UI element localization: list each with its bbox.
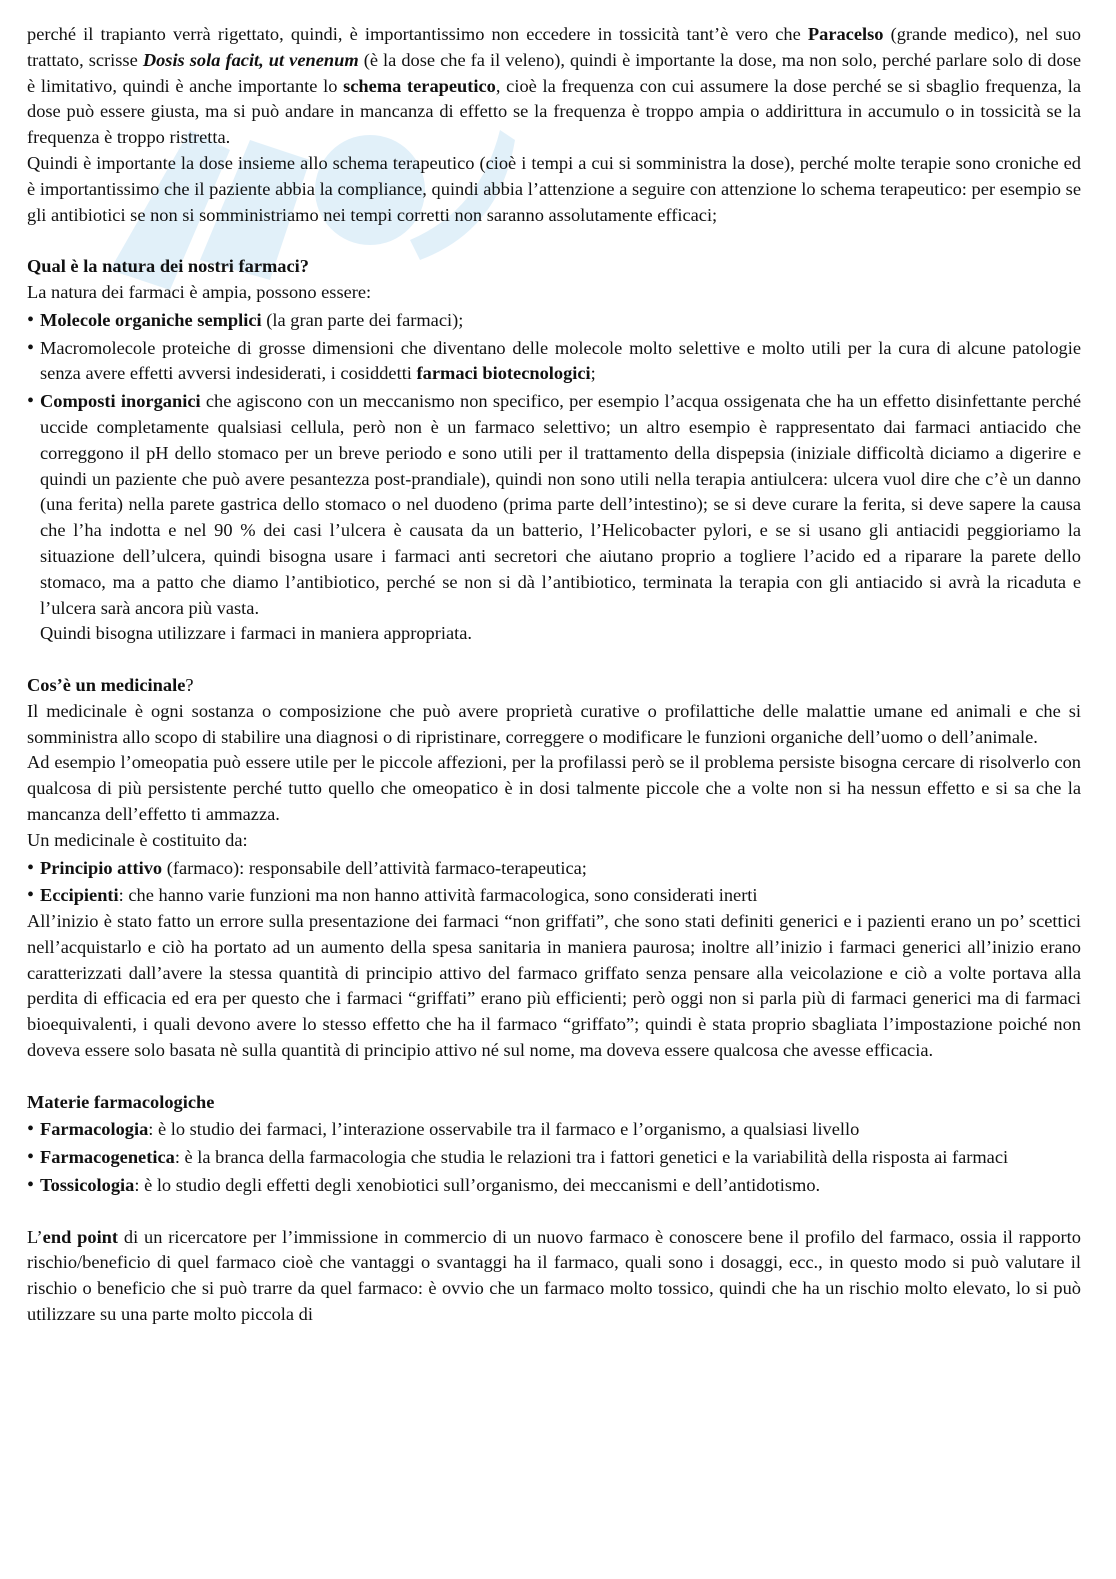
medicinale-paragraph-2: Ad esempio l’omeopatia può essere utile per le piccole affezioni, per la profilassi però se il problema persiste bisogna cercare di risolverlo con qualcosa di più persistente perché tutto quello che omeopatico è in dosi talmente piccole che a volte non si ha nessun effetto e si sa che la mancanza dell’effetto ti ammazza. xyxy=(27,752,1081,824)
list-item: • Molecole organiche semplici (la gran parte dei farmaci); xyxy=(27,308,1081,334)
list-item: • Macromolecole proteiche di grosse dimensioni che diventano delle molecole molto selettive e molto utili per la cura di alcune patologie senza avere effetti avversi indesiderati, i cosiddetti farmaci biotecnologici; xyxy=(27,336,1081,388)
list-item: • Farmacogenetica: è la branca della farmacologia che studia le relazioni tra i fattori genetici e la variabilità della risposta ai farmaci xyxy=(27,1145,1081,1171)
section-heading-natura: Qual è la natura dei nostri farmaci? xyxy=(27,256,309,277)
list-item: • Tossicologia: è lo studio degli effetti degli xenobiotici sull’organismo, dei meccanismi e dell’antidotismo. xyxy=(27,1173,1081,1199)
medicinale-paragraph-3: Un medicinale è costituito da: xyxy=(27,829,248,850)
list-item: • Farmacologia: è lo studio dei farmaci, l’interazione osservabile tra il farmaco e l’organismo, a qualsiasi livello xyxy=(27,1117,1081,1143)
section-heading-medicinale: Cos’è un medicinale? xyxy=(27,674,194,695)
intro-paragraph-2: Quindi è importante la dose insieme allo schema terapeutico (cioè i tempi a cui si somministra la dose), perché molte terapie sono croniche ed è importantissimo che il paziente abbia la compliance, quindi abbia l’attenzione a seguire con attenzione lo schema terapeutico: per esempio se gli antibiotici se non si somministriamo nei tempi corretti non saranno assolutamente efficaci; xyxy=(27,152,1081,225)
medicinale-paragraph-1: Il medicinale è ogni sostanza o composizione che può avere proprietà curative o profilattiche delle malattie umane ed animali e che si somministra allo scopo di stabilire una diagnosi o di ripristinare, correggere o modificare le funzioni organiche dell’uomo o dell’animale. xyxy=(27,700,1081,747)
intro-paragraph-1: perché il trapianto verrà rigettato, quindi, è importantissimo non eccedere in tossicità tant’è vero che Paracelso (grande medico), nel suo trattato, scrisse Dosis sola facit, ut venenum (è la dose che fa il veleno), quindi è importante la dose, ma non solo, perché parlare solo di dose è limitativo, quindi è anche importante lo schema terapeutico, cioè la frequenza con cui assumere la dose perché se si sbaglio frequenza, la dose può essere giusta, ma si può andare in mancanza di effetto se la frequenza è troppo ampia o addirittura in accumulo o in tossicità se la frequenza è troppo ristretta. xyxy=(27,24,1082,148)
natura-closing: Quindi bisogna utilizzare i farmaci in maniera appropriata. xyxy=(40,623,473,644)
document-page xyxy=(27,22,1081,1328)
section-heading-materie: Materie farmacologiche xyxy=(27,1091,215,1112)
medicinale-list xyxy=(27,856,1081,910)
list-item: • Principio attivo (farmaco): responsabile dell’attività farmaco-terapeutica; xyxy=(27,856,1081,882)
endpoint-paragraph: L’end point di un ricercatore per l’immissione in commercio di un nuovo farmaco è conoscere bene il profilo del farmaco, ossia il rapporto rischio/beneficio di quel farmaco cioè che vantaggi o svantaggi ha il farmaco, quali sono i dosaggi, ecc., in questo modo si può valutare il rischio o beneficio che si può trarre da quel farmaco: è ovvio che un farmaco molto tossico, quindi che ha un rischio molto elevato, lo si può utilizzare su una parte molto piccola di xyxy=(27,1226,1081,1325)
materie-list xyxy=(27,1117,1081,1198)
medicinale-paragraph-4: All’inizio è stato fatto un errore sulla presentazione dei farmaci “non griffati”, che sono stati definiti generici e i pazienti erano un po’ scettici nell’acquistarlo e ciò ha portato ad un aumento della spesa sanitaria in maniera paurosa; inoltre all’inizio i farmaci generici all’inizio erano caratterizzati dall’avere la stessa quantità di principio attivo del farmaco griffato senza pensare alla veicolazione e ciò a volte portava alla perdita di efficacia ed era per questo che i farmaci “griffati” erano più efficienti; però oggi non si parla più di farmaci generici ma di farmaci bioequivalenti, i quali devono avere lo stesso effetto che ha il farmaco “griffato”; quindi è stata proprio sbagliata l’impostazione poiché non doveva essere solo basata nè sulla quantità di principio attivo né sul nome, ma doveva essere qualcosa che avesse efficacia. xyxy=(27,911,1081,1061)
natura-list xyxy=(27,308,1081,622)
natura-lead: La natura dei farmaci è ampia, possono essere: xyxy=(27,281,372,302)
list-item: • Composti inorganici che agiscono con un meccanismo non specifico, per esempio l’acqua ossigenata che ha un effetto disinfettante perché uccide completamente qualsiasi cellula, però non è un farmaco selettivo; un altro esempio è rappresentato dai farmaci antiacido che correggono il pH dello stomaco per un breve periodo e sono utili per il trattamento della dispepsia (iniziale difficoltà diciamo a digerire e quindi un paziente che può avere pesantezza post-prandiale), quindi non sono utili nella terapia antiulcera: ulcera vuol dire che c’è un danno (una ferita) nella parete gastrica dello stomaco o nel duodeno (prima parte dell’intestino); se si deve curare la ferita, si deve sapere la causa che l’ha indotta e nel 90 % dei casi l’ulcera è causata da un batterio, l’Helicobacter pylori, e se si usano gli antiacidi peggioriamo la situazione dell’ulcera, quindi bisogna usare i farmaci anti secretori che aiutano proprio a togliere l’acido ed a riparare la parete dello stomaco, ma a patto che diamo l’antibiotico, perché se non si dà l’antibiotico, terminata la terapia con gli antiacido si avrà la ricaduta e l’ulcera sarà ancora più vasta. xyxy=(27,389,1081,621)
list-item: • Eccipienti: che hanno varie funzioni ma non hanno attività farmacologica, sono considerati inerti xyxy=(27,883,1081,909)
